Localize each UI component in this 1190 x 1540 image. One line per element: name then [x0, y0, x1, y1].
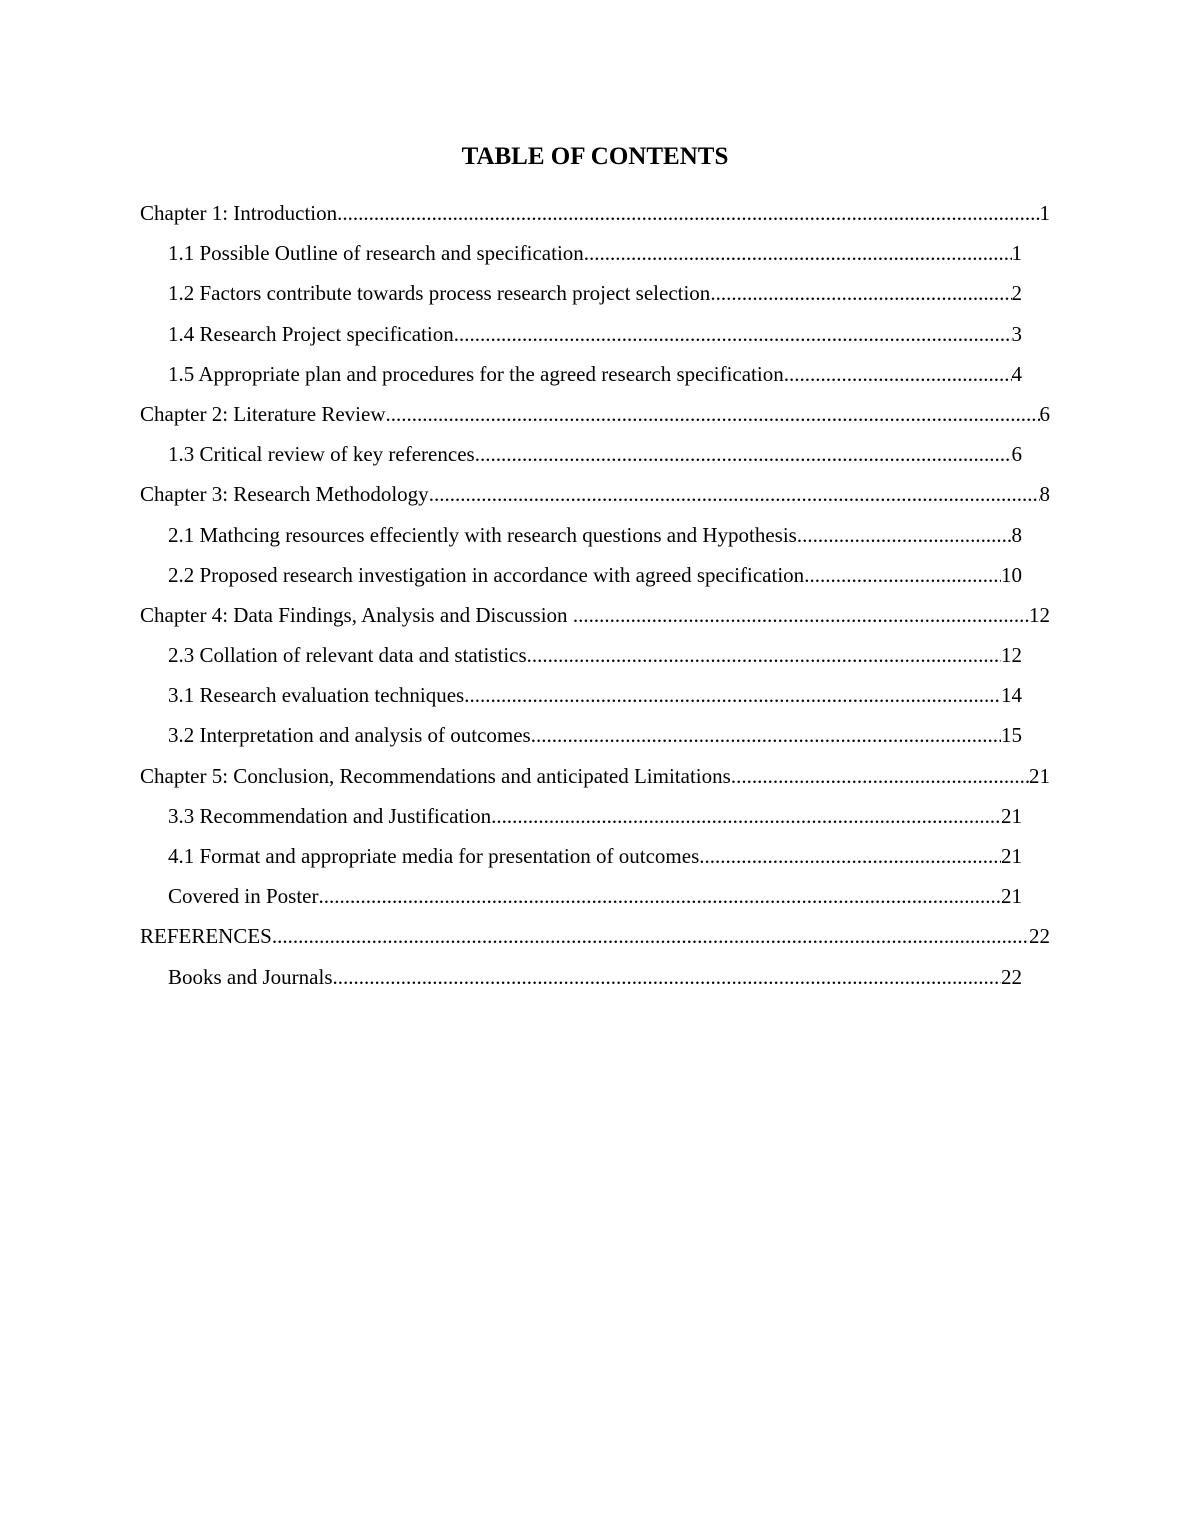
toc-list	[0, 193, 1190, 997]
toc-leader-dots	[573, 595, 1029, 635]
toc-entry-text: 1.3 Critical review of key references	[168, 442, 475, 467]
toc-entry-1-3[interactable]	[168, 434, 1022, 474]
toc-entry-text: 1.2 Factors contribute towards process research project selection	[168, 281, 711, 306]
toc-entry-text: REFERENCES	[140, 924, 272, 949]
toc-page-number: 1	[1011, 241, 1022, 266]
toc-entry-covered-in-poster[interactable]	[168, 876, 1022, 916]
toc-page-number: 6	[1039, 401, 1050, 426]
toc-entry-1-5[interactable]	[168, 354, 1022, 394]
toc-leader-dots	[784, 354, 1012, 394]
toc-leader-dots	[491, 796, 1001, 836]
toc-page-number: 22	[1029, 924, 1050, 949]
toc-leader-dots	[527, 635, 1001, 675]
toc-entry-text: 3.1 Research evaluation techniques	[168, 683, 465, 708]
toc-page-number: 22	[1001, 964, 1022, 989]
toc-entry-chapter-3[interactable]	[140, 474, 1050, 514]
toc-entry-chapter-2[interactable]	[140, 394, 1050, 434]
toc-page-number: 21	[1029, 763, 1050, 788]
toc-leader-dots	[584, 233, 1012, 273]
toc-page-number: 1	[1039, 201, 1050, 225]
toc-entry-text: 1.1 Possible Outline of research and specification	[168, 241, 584, 266]
toc-entry-text: Chapter 5: Conclusion, Recommendations and anticipated Limitations	[140, 763, 731, 788]
toc-entry-3-2[interactable]	[168, 715, 1022, 755]
toc-entry-text: Covered in Poster	[168, 884, 319, 909]
toc-leader-dots	[272, 916, 1029, 956]
toc-leader-dots	[699, 836, 1001, 876]
toc-leader-dots	[804, 555, 1001, 595]
toc-entry-chapter-5[interactable]	[140, 756, 1050, 796]
toc-leader-dots	[454, 314, 1012, 354]
toc-page-number: 21	[1001, 803, 1022, 828]
toc-leader-dots	[429, 474, 1040, 514]
toc-entry-text: 3.3 Recommendation and Justification	[168, 803, 492, 828]
toc-entry-text: Chapter 2: Literature Review	[140, 401, 386, 426]
toc-page-number: 14	[1001, 683, 1022, 708]
toc-entry-chapter-1[interactable]	[140, 193, 1050, 233]
toc-entry-1-1[interactable]	[168, 233, 1022, 273]
toc-entry-chapter-4[interactable]	[140, 595, 1050, 635]
toc-page-number: 2	[1011, 281, 1022, 306]
toc-entry-3-1[interactable]	[168, 675, 1022, 715]
toc-entry-2-1[interactable]	[168, 515, 1022, 555]
toc-entry-text: Chapter 4: Data Findings, Analysis and Discussion	[140, 602, 573, 627]
toc-entry-text: Chapter 1: Introduction	[140, 201, 338, 225]
toc-leader-dots	[797, 515, 1012, 555]
toc-page-number: 15	[1001, 723, 1022, 748]
toc-entry-1-4[interactable]	[168, 314, 1022, 354]
toc-entry-2-3[interactable]	[168, 635, 1022, 675]
toc-page-number: 8	[1011, 522, 1022, 547]
toc-leader-dots	[337, 193, 1039, 233]
toc-entry-text: Books and Journals	[168, 964, 333, 989]
toc-leader-dots	[386, 394, 1040, 434]
toc-entry-references[interactable]	[140, 916, 1050, 956]
toc-entry-text: 1.5 Appropriate plan and procedures for the agreed research specification	[168, 361, 784, 386]
toc-page-number: 12	[1001, 643, 1022, 668]
toc-entry-4-1[interactable]	[168, 836, 1022, 876]
toc-leader-dots	[333, 957, 1002, 997]
page-title: TABLE OF CONTENTS	[461, 143, 729, 170]
toc-entry-3-3[interactable]	[168, 796, 1022, 836]
toc-page-number: 6	[1011, 442, 1022, 467]
toc-entry-text: Chapter 3: Research Methodology	[140, 482, 429, 507]
toc-page-number: 21	[1001, 844, 1022, 868]
toc-entry-text: 2.3 Collation of relevant data and statistics	[168, 643, 527, 668]
toc-leader-dots	[318, 876, 1001, 916]
toc-leader-dots	[710, 273, 1011, 313]
toc-leader-dots	[531, 715, 1001, 755]
toc-entry-text: 3.2 Interpretation and analysis of outcomes	[168, 723, 531, 748]
toc-entry-text: 2.2 Proposed research investigation in accordance with agreed specification	[168, 562, 805, 587]
toc-page-number: 10	[1001, 562, 1022, 587]
toc-entry-text: 1.4 Research Project specification	[168, 321, 454, 346]
toc-leader-dots	[731, 756, 1029, 796]
toc-entry-text: 4.1 Format and appropriate media for presentation of outcomes	[168, 844, 700, 868]
toc-page-number: 3	[1011, 321, 1022, 346]
toc-leader-dots	[464, 675, 1001, 715]
toc-entry-2-2[interactable]	[168, 555, 1022, 595]
toc-page-number: 4	[1011, 361, 1022, 386]
toc-page-number: 8	[1039, 482, 1050, 507]
toc-page-number: 12	[1029, 602, 1050, 627]
toc-page-number: 21	[1001, 884, 1022, 909]
toc-entry-books-and-journals[interactable]	[168, 957, 1022, 997]
toc-leader-dots	[475, 434, 1012, 474]
toc-entry-text: 2.1 Mathcing resources effeciently with research questions and Hypothesis	[168, 522, 797, 547]
toc-entry-1-2[interactable]	[168, 273, 1022, 313]
